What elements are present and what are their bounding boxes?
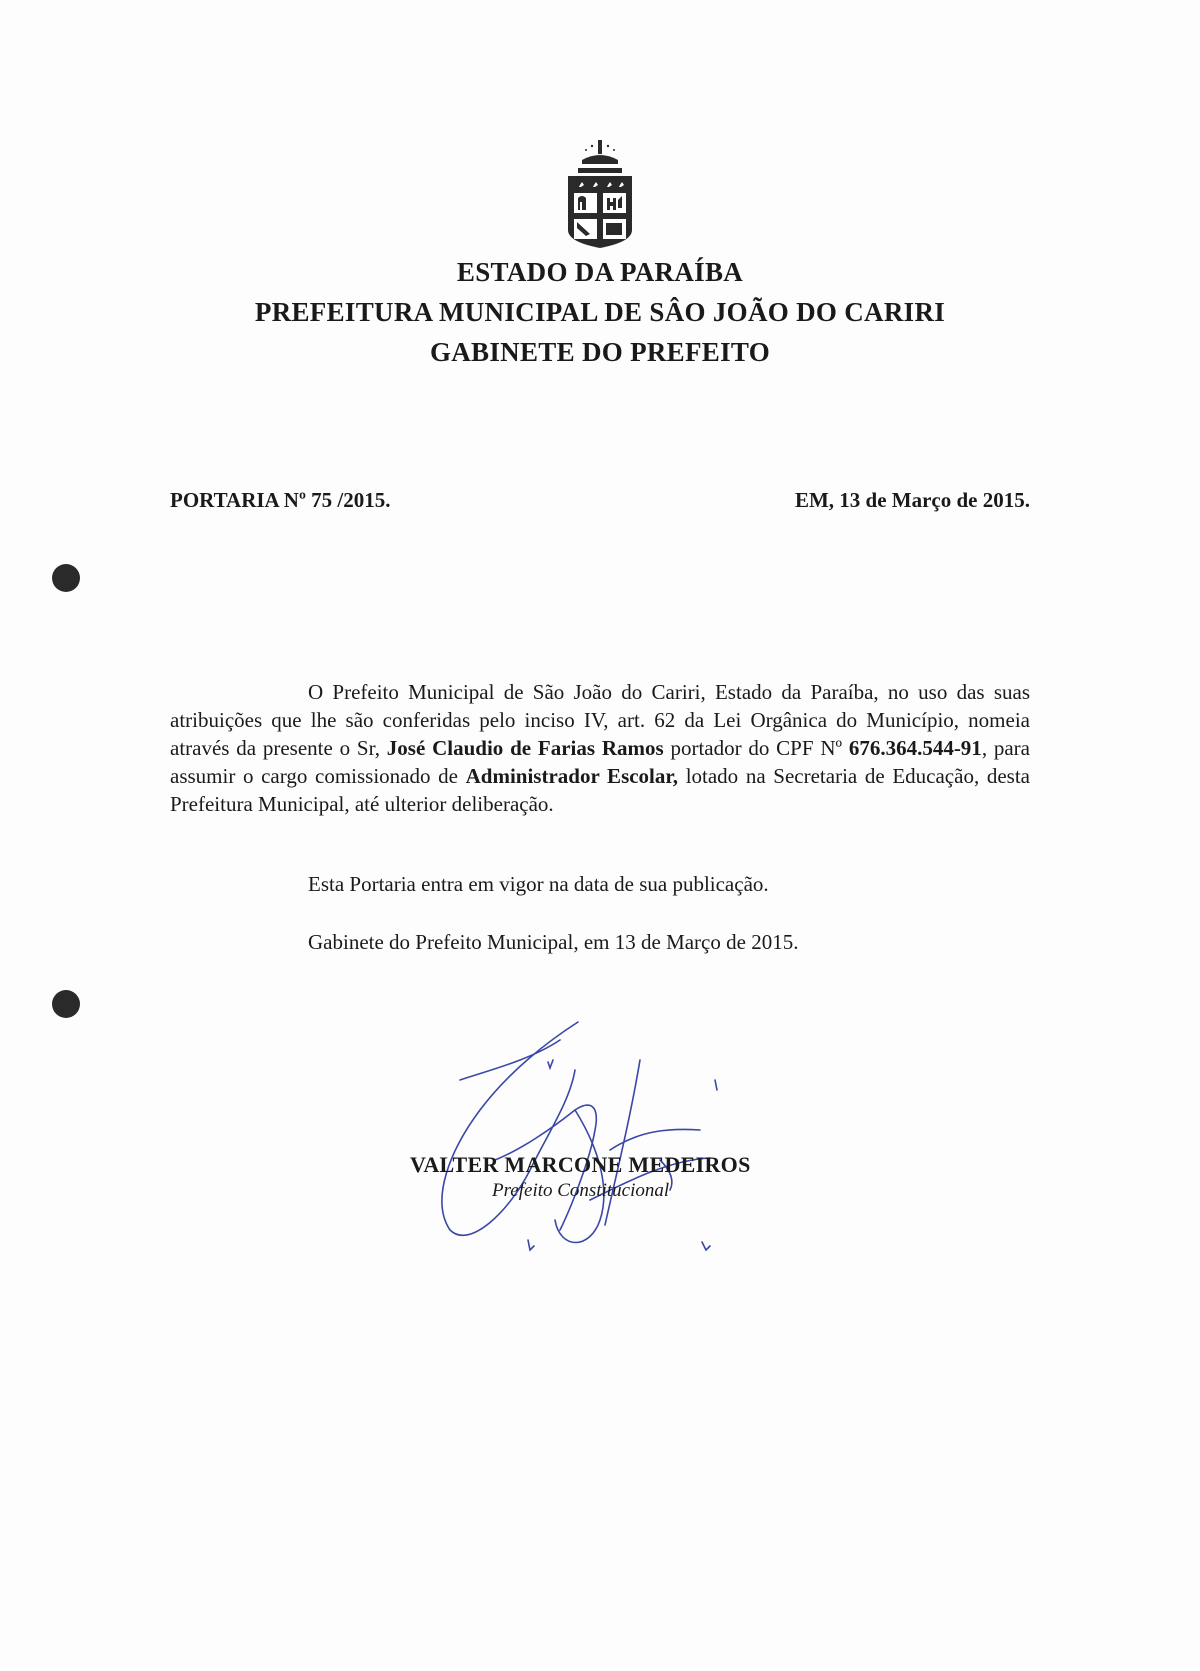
office-heading: GABINETE DO PREFEITO: [429, 337, 771, 367]
effective-paragraph: Esta Portaria entra em vigor na data de sua publicação.: [308, 872, 769, 896]
appointee-name: José Claudio de Farias Ramos: [386, 736, 664, 760]
handwritten-signature: [400, 1010, 780, 1270]
ordinance-number: PORTARIA Nº 75 /2015.: [170, 488, 391, 512]
paragraph-text: , para assumir o cargo comissionado de: [170, 736, 1030, 788]
closing-paragraph: Gabinete do Prefeito Municipal, em 13 de Março de 2015.: [308, 930, 799, 954]
cpf-number: 676.364.544-91: [848, 736, 982, 760]
signatory-name: VALTER MARCONE MEDEIROS: [410, 1152, 751, 1177]
coat-of-arms-icon: [560, 138, 640, 250]
paragraph-text: lotado na Secretaria de Educação, desta Prefeitura Municipal, até ulterior deliberação.: [170, 764, 1030, 816]
ordinance-date: EM, 13 de Março de 2015.: [794, 488, 1030, 512]
paragraph-text: portador do CPF Nº: [663, 736, 849, 760]
municipality-heading: PREFEITURA MUNICIPAL DE SÂO JOÃO DO CARIRI: [254, 297, 946, 327]
paragraph-text: O Prefeito Municipal de São João do Cariri, Estado da Paraíba, no uso das suas atribuições que lhe são conferidas pelo inciso IV, art. 62 da Lei Orgânica do Município, nomeia através da presente o Sr,: [170, 680, 1030, 760]
state-heading: ESTADO DA PARAÍBA: [456, 257, 744, 287]
signatory-title: Prefeito Constitucional: [492, 1180, 670, 1201]
appointment-paragraph: [170, 678, 1030, 818]
punch-hole: [52, 990, 80, 1018]
position-title: Administrador Escolar,: [465, 764, 679, 788]
punch-hole: [52, 564, 80, 592]
